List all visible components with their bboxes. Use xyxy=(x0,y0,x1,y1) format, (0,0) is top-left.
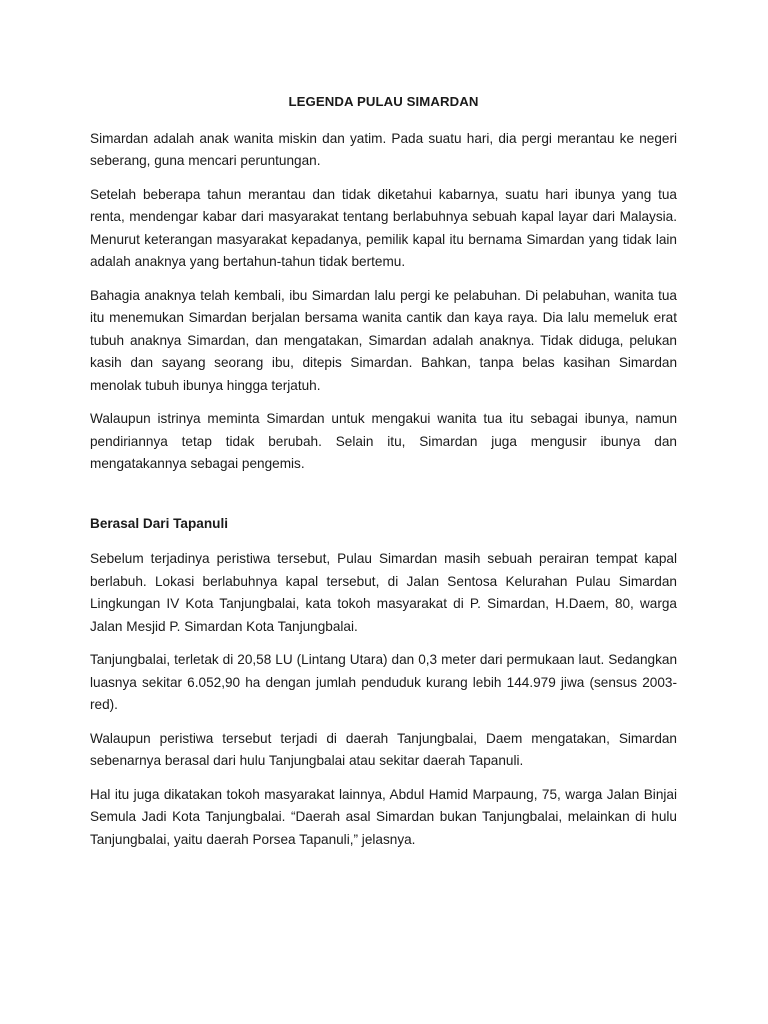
paragraph: Setelah beberapa tahun merantau dan tidak diketahui kabarnya, suatu hari ibunya yang tua renta, mendengar kabar dari masyarakat tentang berlabuhnya sebuah kapal layar dari Malaysia. Menurut keterangan masyarakat kepadanya, pemilik kapal itu bernama Simardan yang tidak lain adalah anaknya yang bertahun-tahun tidak bertemu. xyxy=(90,186,677,269)
document-page xyxy=(90,91,677,862)
paragraph: Hal itu juga dikatakan tokoh masyarakat lainnya, Abdul Hamid Marpaung, 75, warga Jalan Binjai Semula Jadi Kota Tanjungbalai. “Daerah asal Simardan bukan Tanjungbalai, melainkan di hulu Tanjungbalai, yaitu daerah Porsea Tapanuli,” jelasnya. xyxy=(90,786,677,847)
paragraph: Sebelum terjadinya peristiwa tersebut, Pulau Simardan masih sebuah perairan tempat kapal berlabuh. Lokasi berlabuhnya kapal tersebut, di Jalan Sentosa Kelurahan Pulau Simardan Lingkungan IV Kota Tanjungbalai, kata tokoh masyarakat di P. Simardan, H.Daem, 80, warga Jalan Mesjid P. Simardan Kota Tanjungbalai. xyxy=(90,551,677,634)
paragraph: Bahagia anaknya telah kembali, ibu Simardan lalu pergi ke pelabuhan. Di pelabuhan, wanita tua itu menemukan Simardan berjalan bersama wanita cantik dan kaya raya. Dia lalu memeluk erat tubuh anaknya Simardan, dan mengatakan, Simardan adalah anaknya. Tidak diduga, pelukan kasih dan sayang seorang ibu, ditepis Simardan. Bahkan, tanpa belas kasihan Simardan menolak tubuh ibunya hingga terjatuh. xyxy=(90,287,677,393)
paragraph: Walaupun istrinya meminta Simardan untuk mengakui wanita tua itu sebagai ibunya, namun pendiriannya tetap tidak berubah. Selain itu, Simardan juga mengusir ibunya dan mengatakannya sebagai pengemis. xyxy=(90,411,677,471)
paragraph: Walaupun peristiwa tersebut terjadi di daerah Tanjungbalai, Daem mengatakan, Simardan sebenarnya berasal dari hulu Tanjungbalai atau sekitar daerah Tapanuli. xyxy=(90,730,677,768)
paragraph: Tanjungbalai, terletak di 20,58 LU (Lintang Utara) dan 0,3 meter dari permukaan laut. Sedangkan luasnya sekitar 6.052,90 ha dengan jumlah penduduk kurang lebih 144.979 jiwa (sensus 2003-red). xyxy=(90,652,677,712)
paragraph: Simardan adalah anak wanita miskin dan yatim. Pada suatu hari, dia pergi merantau ke negeri seberang, guna mencari peruntungan. xyxy=(90,130,677,168)
section-heading: Berasal Dari Tapanuli xyxy=(90,515,229,531)
document-title: LEGENDA PULAU SIMARDAN xyxy=(288,94,479,109)
